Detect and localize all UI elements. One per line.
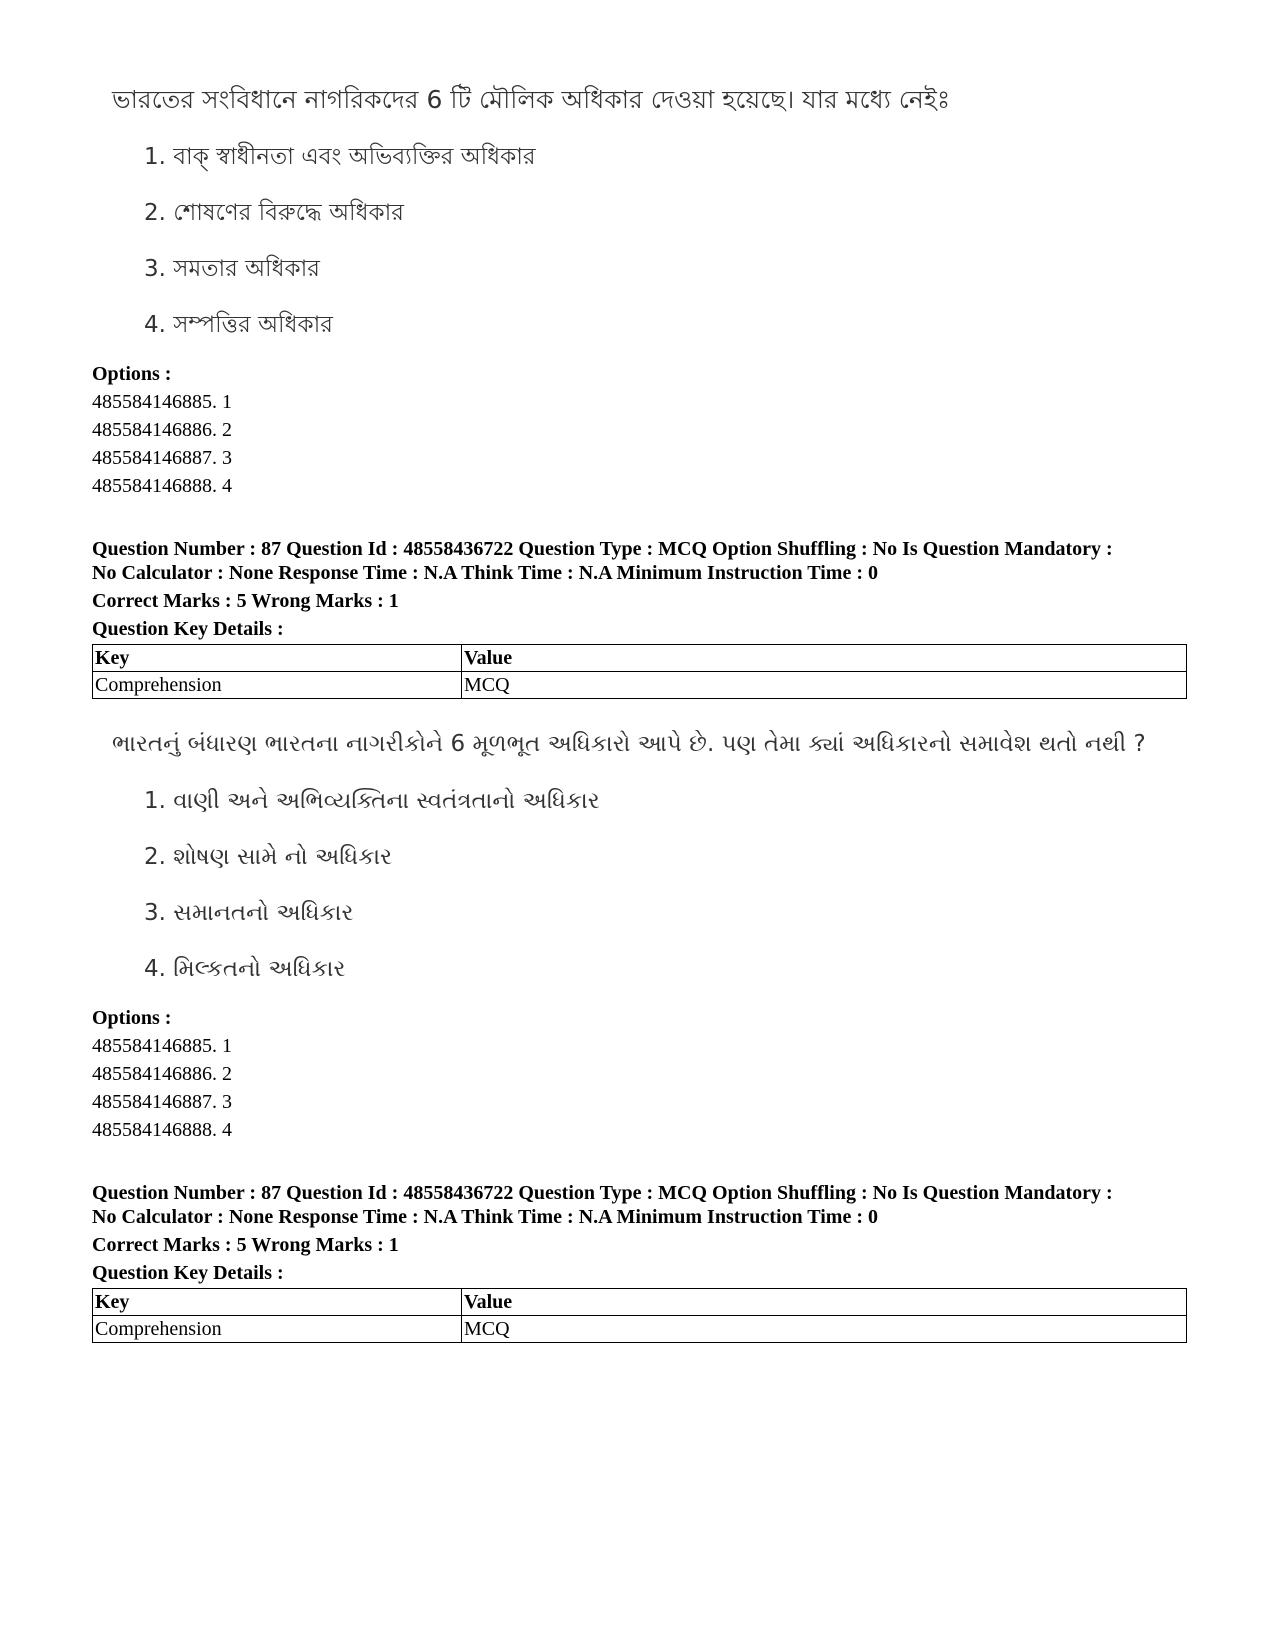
question-meta (92, 537, 1192, 641)
meta-line-1: Question Number : 87 Question Id : 48558436722 Question Type : MCQ Option Shuffling : No Is Question Mandatory : (92, 538, 1113, 560)
statement-2: 2. শোষণের বিরুদ্ধে অধিকার (144, 200, 404, 226)
key-details-heading: Question Key Details : (92, 1262, 284, 1284)
marks-line: Correct Marks : 5 Wrong Marks : 1 (92, 590, 399, 612)
question-image-bengali (112, 84, 950, 340)
options-title: Options : (92, 1007, 172, 1029)
options-list (92, 360, 232, 500)
cell-value: MCQ (462, 1316, 1187, 1343)
option-1: 485584146885. 1 (92, 1035, 232, 1057)
option-3: 485584146887. 3 (92, 1091, 232, 1113)
statement-4: 4. મિલ્કતનો અધિકાર (144, 956, 346, 982)
option-1: 485584146885. 1 (92, 391, 232, 413)
statement-3: 3. સમાનતનો અધિકાર (144, 900, 354, 926)
key-details-table (92, 1288, 1187, 1343)
question-meta (92, 1181, 1192, 1285)
header-key: Key (93, 1289, 462, 1316)
meta-line-1: Question Number : 87 Question Id : 48558436722 Question Type : MCQ Option Shuffling : No Is Question Mandatory : (92, 1182, 1113, 1204)
option-4: 485584146888. 4 (92, 1119, 232, 1141)
key-details-heading: Question Key Details : (92, 618, 284, 640)
key-details-table (92, 644, 1187, 699)
question-stem: ভারতের সংবিধানে নাগরিকদের 6 টি মৌলিক অধিকার দেওয়া হয়েছে। যার মধ্যে নেইঃ (112, 85, 951, 114)
option-3: 485584146887. 3 (92, 447, 232, 469)
question-image-gujarati (112, 728, 1146, 984)
cell-key: Comprehension (93, 1316, 462, 1343)
table-row (93, 672, 1187, 699)
options-list (92, 1004, 232, 1144)
statement-1: 1. વાણી અને અભિવ્યક્તિના સ્વતંત્રતાનો અધિકાર (144, 788, 600, 814)
table-header-row (93, 645, 1187, 672)
options-title: Options : (92, 363, 172, 385)
cell-value: MCQ (462, 672, 1187, 699)
cell-key: Comprehension (93, 672, 462, 699)
meta-line-2: No Calculator : None Response Time : N.A Think Time : N.A Minimum Instruction Time : 0 (92, 1206, 878, 1228)
statement-1: 1. বাক্ স্বাধীনতা এবং অভিব্যক্তির অধিকার (144, 144, 536, 170)
table-header-row (93, 1289, 1187, 1316)
statement-4: 4. সম্পত্তির অধিকার (144, 312, 333, 338)
option-2: 485584146886. 2 (92, 1063, 232, 1085)
table-row (93, 1316, 1187, 1343)
option-4: 485584146888. 4 (92, 475, 232, 497)
header-value: Value (462, 645, 1187, 672)
statement-3: 3. সমতার অধিকার (144, 256, 320, 282)
header-value: Value (462, 1289, 1187, 1316)
option-2: 485584146886. 2 (92, 419, 232, 441)
statement-2: 2. શોષણ સામે નો અધિકાર (144, 844, 392, 870)
marks-line: Correct Marks : 5 Wrong Marks : 1 (92, 1234, 399, 1256)
question-stem: ભારતનું બંધારણ ભારતના નાગરીકોને 6 મૂળભૂત અધિકારો આપે છે. પણ તેમા ક્યાં અધિકારનો સમાવેશ થતો નથી ? (112, 731, 1146, 757)
meta-line-2: No Calculator : None Response Time : N.A Think Time : N.A Minimum Instruction Time : 0 (92, 562, 878, 584)
header-key: Key (93, 645, 462, 672)
